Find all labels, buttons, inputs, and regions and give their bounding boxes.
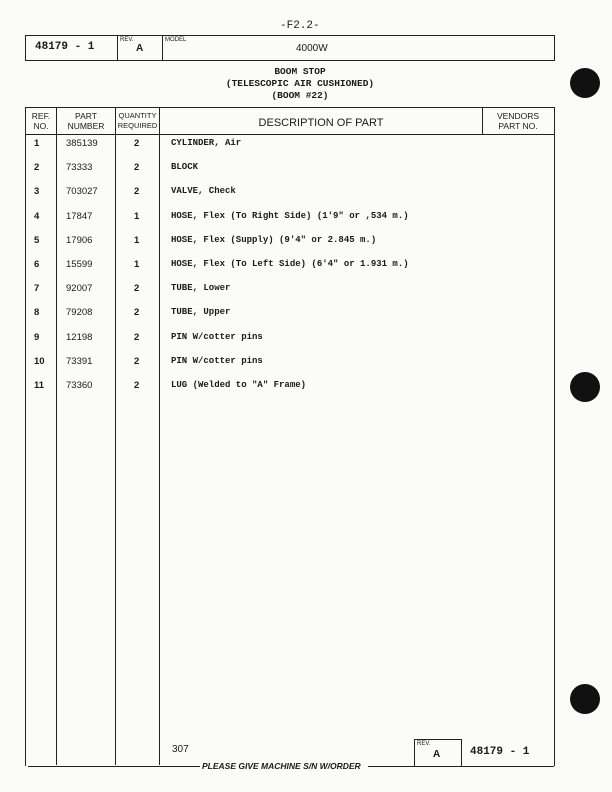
row-part-number: 15599 [66,259,93,270]
row-quantity: 2 [134,307,140,319]
page-marker: -F2.2- [280,20,320,32]
header-model-label: MODEL [165,37,187,43]
header-rev-value: A [136,43,144,54]
header-rev-label: REV. [120,37,134,43]
row-part-number: 73391 [66,355,93,367]
row-description: VALVE, Check [171,186,236,197]
row-quantity: 1 [134,234,140,246]
row-ref-no: 6 [34,259,40,270]
row-description: BLOCK [171,162,199,173]
footer-doc-number: 48179 - 1 [470,746,530,758]
row-part-number: 17906 [66,234,93,246]
col-part-number: PART NUMBER [67,111,105,131]
row-quantity: 2 [134,380,140,391]
row-ref-no: 10 [34,355,45,367]
row-ref-no: 9 [34,331,40,343]
row-part-number: 73333 [66,162,93,174]
row-description: HOSE, Flex (To Right Side) (1'9" or ,534 m.) [171,210,409,221]
row-ref-no: 4 [34,210,40,222]
header-doc-number: 48179 - 1 [35,41,95,53]
row-description: HOSE, Flex (To Left Side) (6'4" or 1.931 m.) [171,259,409,269]
row-quantity: 1 [134,259,140,270]
title-line-2: (TELESCOPIC AIR CUSHIONED) [225,78,375,89]
row-quantity: 2 [134,331,140,343]
parts-table [25,107,555,766]
header-model-value: 4000W [296,43,328,54]
row-part-number: 17847 [66,210,93,222]
col-description: DESCRIPTION OF PART [258,117,384,129]
row-quantity: 2 [134,283,140,295]
row-ref-no: 2 [34,162,40,174]
row-description: HOSE, Flex (Supply) (9'4" or 2.845 m.) [171,234,377,245]
row-description: PIN W/cotter pins [171,355,263,366]
footer-rev-value: A [433,749,441,760]
row-ref-no: 5 [34,234,40,246]
binder-hole-top [570,68,600,98]
title-line-1: BOOM STOP [274,66,326,77]
row-part-number: 92007 [66,283,93,295]
header-box [25,35,555,61]
col-quantity-required: QUANTITY REQUIRED [117,111,158,130]
footer-rev-box [414,739,462,766]
row-quantity: 2 [134,355,140,367]
binder-hole-bottom [570,684,600,714]
row-quantity: 1 [134,210,140,222]
row-description: TUBE, Upper [171,307,231,318]
col-ref-no: REF. NO. [31,111,51,131]
row-ref-no: 1 [34,138,40,149]
row-ref-no: 3 [34,186,40,198]
footer-rev-label: REV. [417,741,431,747]
title-line-3: (BOOM #22) [271,90,329,101]
row-description: LUG (Welded to "A" Frame) [171,380,307,390]
row-ref-no: 7 [34,283,40,295]
row-quantity: 2 [134,138,140,149]
row-quantity: 2 [134,186,140,198]
footer-notice: PLEASE GIVE MACHINE S/N W/ORDER [202,761,361,771]
row-part-number: 385139 [66,138,98,149]
row-quantity: 2 [134,162,140,174]
row-ref-no: 11 [34,380,45,391]
col-vendors-part-no: VENDORS PART NO. [496,111,540,131]
row-part-number: 703027 [66,186,98,198]
footer-page-number: 307 [172,744,189,755]
row-part-number: 79208 [66,307,93,319]
row-description: CYLINDER, Air [171,138,242,148]
row-part-number: 12198 [66,331,93,343]
binder-hole-middle [570,372,600,402]
row-description: PIN W/cotter pins [171,331,263,342]
row-part-number: 73360 [66,380,93,391]
row-ref-no: 8 [34,307,40,319]
row-description: TUBE, Lower [171,283,231,294]
title-block [150,66,450,102]
